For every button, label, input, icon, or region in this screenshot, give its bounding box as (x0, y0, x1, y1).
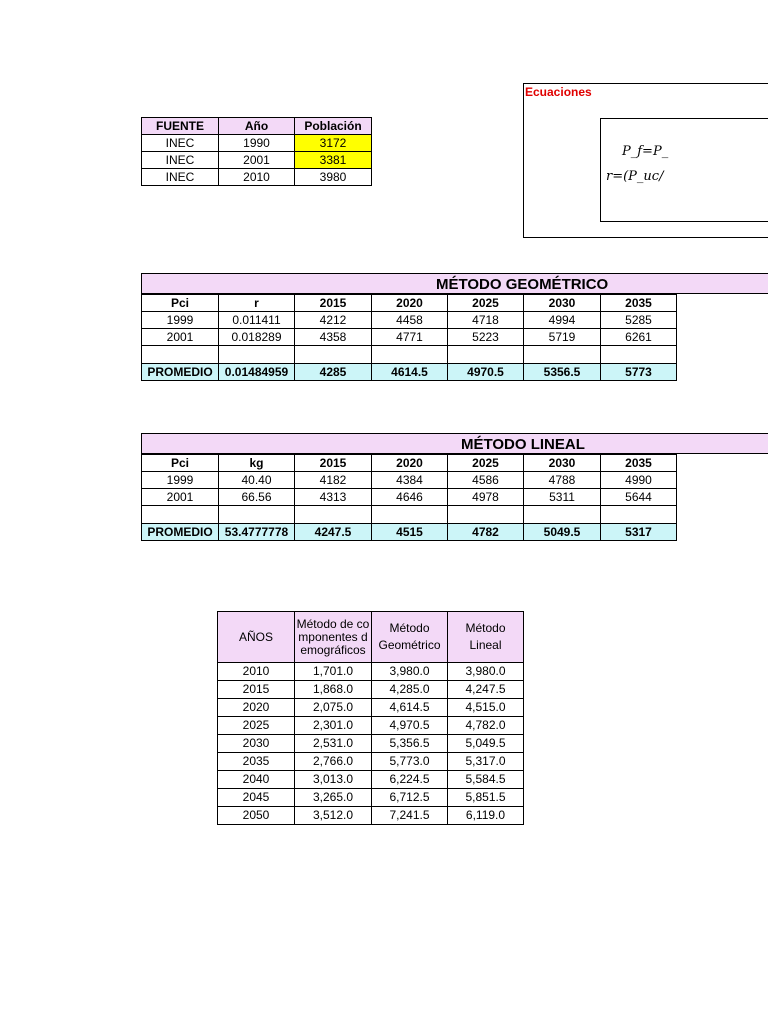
table-cell[interactable]: 2050 (218, 807, 295, 825)
table-cell[interactable]: 5719 (524, 329, 601, 346)
table-cell[interactable] (372, 346, 448, 364)
header-cell: Pci (142, 295, 219, 312)
table-row (218, 717, 524, 735)
table-cell[interactable] (142, 346, 219, 364)
table-cell[interactable]: 2001 (142, 329, 219, 346)
header-cell: 2015 (295, 455, 372, 472)
table-cell[interactable] (142, 506, 219, 524)
lineal-title-bar (141, 433, 768, 454)
table-cell[interactable]: 4771 (372, 329, 448, 346)
table-cell[interactable]: INEC (142, 152, 219, 169)
table-cell[interactable]: 5049.5 (524, 524, 601, 541)
table-cell[interactable]: 2025 (218, 717, 295, 735)
table-cell[interactable]: 3,980.0 (372, 663, 448, 681)
table-cell[interactable]: 2,301.0 (295, 717, 372, 735)
table-cell[interactable]: 4646 (372, 489, 448, 506)
table-cell[interactable]: INEC (142, 169, 219, 186)
table-cell[interactable]: 2020 (218, 699, 295, 717)
table-cell[interactable] (295, 506, 372, 524)
table-cell[interactable]: 5,356.5 (372, 735, 448, 753)
header-cell: Población (295, 118, 372, 135)
table-row (142, 329, 677, 346)
table-row (218, 807, 524, 825)
table-row (142, 312, 677, 329)
table-row (218, 735, 524, 753)
header-cell: 2030 (524, 455, 601, 472)
table-cell[interactable]: 2040 (218, 771, 295, 789)
table-cell[interactable]: 4515 (372, 524, 448, 541)
table-cell[interactable] (601, 346, 677, 364)
header-cell: r (219, 295, 295, 312)
table-cell[interactable]: 53.4777778 (219, 524, 295, 541)
table-cell[interactable]: 4358 (295, 329, 372, 346)
lineal-table (141, 454, 677, 541)
table-row (218, 771, 524, 789)
table-cell[interactable]: 3,265.0 (295, 789, 372, 807)
table-cell[interactable]: 4247.5 (295, 524, 372, 541)
table-row (218, 789, 524, 807)
equation-line-1: P_f=P_ (622, 144, 669, 159)
table-cell[interactable]: 0.01484959 (219, 364, 295, 381)
table-header-row (142, 455, 677, 472)
table-cell[interactable]: 4182 (295, 472, 372, 489)
table-row (218, 699, 524, 717)
table-cell[interactable]: 4,782.0 (448, 717, 524, 735)
table-cell[interactable]: 1,701.0 (295, 663, 372, 681)
empty-row (142, 506, 677, 524)
header-cell: 2025 (448, 455, 524, 472)
table-cell[interactable]: 2,766.0 (295, 753, 372, 771)
table-cell[interactable]: 2010 (218, 663, 295, 681)
table-cell[interactable] (524, 506, 601, 524)
table-cell[interactable]: 4,285.0 (372, 681, 448, 699)
geometrico-title-bar (141, 273, 768, 294)
promedio-row (142, 524, 677, 541)
table-cell[interactable]: 4782 (448, 524, 524, 541)
header-cell: 2030 (524, 295, 601, 312)
table-cell[interactable]: 4458 (372, 312, 448, 329)
header-cell: Año (219, 118, 295, 135)
table-cell[interactable] (448, 506, 524, 524)
table-row (218, 663, 524, 681)
table-cell[interactable]: 5,773.0 (372, 753, 448, 771)
table-cell[interactable]: 5317 (601, 524, 677, 541)
fuente-table (141, 117, 372, 186)
header-cell: Pci (142, 455, 219, 472)
table-cell[interactable]: 6261 (601, 329, 677, 346)
table-cell[interactable]: 0.011411 (219, 312, 295, 329)
table-cell[interactable]: 4788 (524, 472, 601, 489)
table-cell[interactable]: 4978 (448, 489, 524, 506)
table-cell[interactable]: 2045 (218, 789, 295, 807)
table-cell[interactable]: PROMEDIO (142, 524, 219, 541)
header-cell: AÑOS (218, 612, 295, 663)
table-cell[interactable]: 6,119.0 (448, 807, 524, 825)
table-row (142, 152, 372, 169)
table-row (142, 169, 372, 186)
table-cell[interactable]: 4,515.0 (448, 699, 524, 717)
table-cell[interactable]: 4586 (448, 472, 524, 489)
header-cell: 2020 (372, 455, 448, 472)
table-cell[interactable]: 4,247.5 (448, 681, 524, 699)
table-cell[interactable]: 5,049.5 (448, 735, 524, 753)
table-cell[interactable]: PROMEDIO (142, 364, 219, 381)
table-cell[interactable]: 3980 (295, 169, 372, 186)
table-row (142, 489, 677, 506)
table-cell[interactable]: 5223 (448, 329, 524, 346)
table-cell[interactable]: 4614.5 (372, 364, 448, 381)
table-cell[interactable]: 0.018289 (219, 329, 295, 346)
table-cell[interactable]: 4212 (295, 312, 372, 329)
table-cell[interactable] (219, 506, 295, 524)
table-cell[interactable]: 5,584.5 (448, 771, 524, 789)
table-cell[interactable]: 5,317.0 (448, 753, 524, 771)
table-cell[interactable]: 3,980.0 (448, 663, 524, 681)
table-cell[interactable]: 4970.5 (448, 364, 524, 381)
equation-line-2: r=(P_uc/ (606, 169, 664, 184)
header-cell: kg (219, 455, 295, 472)
equation-object[interactable] (600, 118, 768, 222)
table-cell[interactable]: 4384 (372, 472, 448, 489)
table-cell[interactable]: 4718 (448, 312, 524, 329)
table-row (218, 753, 524, 771)
table-cell[interactable]: INEC (142, 135, 219, 152)
table-cell[interactable]: 6,712.5 (372, 789, 448, 807)
header-cell: FUENTE (142, 118, 219, 135)
header-cell: 2015 (295, 295, 372, 312)
table-row (142, 135, 372, 152)
table-cell[interactable]: 5644 (601, 489, 677, 506)
table-cell[interactable]: 1999 (142, 472, 219, 489)
table-cell[interactable]: 5,851.5 (448, 789, 524, 807)
table-cell[interactable] (295, 346, 372, 364)
table-cell[interactable]: 4990 (601, 472, 677, 489)
geometrico-table (141, 294, 677, 381)
summary-table (217, 611, 524, 825)
equations-box (523, 83, 768, 238)
table-cell[interactable]: 4,614.5 (372, 699, 448, 717)
table-header-row (142, 295, 677, 312)
table-cell[interactable] (372, 506, 448, 524)
geometrico-title: MÉTODO GEOMÉTRICO (436, 276, 609, 293)
table-cell[interactable]: 1990 (219, 135, 295, 152)
empty-row (142, 346, 677, 364)
table-cell[interactable]: 2,075.0 (295, 699, 372, 717)
lineal-title: MÉTODO LINEAL (461, 436, 585, 453)
table-cell[interactable]: 6,224.5 (372, 771, 448, 789)
table-cell[interactable]: 2,531.0 (295, 735, 372, 753)
table-cell[interactable]: 7,241.5 (372, 807, 448, 825)
header-cell: Método de componentes demográficos (295, 612, 372, 663)
table-cell[interactable] (524, 346, 601, 364)
table-cell[interactable]: 1999 (142, 312, 219, 329)
table-cell[interactable]: 2010 (219, 169, 295, 186)
table-cell[interactable]: 4313 (295, 489, 372, 506)
equations-title: Ecuaciones (525, 85, 592, 99)
table-cell[interactable]: 3,013.0 (295, 771, 372, 789)
table-cell[interactable]: 4,970.5 (372, 717, 448, 735)
header-cell: 2020 (372, 295, 448, 312)
table-cell[interactable]: 5356.5 (524, 364, 601, 381)
table-cell[interactable]: 4994 (524, 312, 601, 329)
table-header-row (142, 118, 372, 135)
table-cell[interactable]: 66.56 (219, 489, 295, 506)
header-cell: 2025 (448, 295, 524, 312)
table-cell[interactable] (448, 346, 524, 364)
table-cell[interactable] (219, 346, 295, 364)
table-cell[interactable]: 2030 (218, 735, 295, 753)
header-cell: 2035 (601, 295, 677, 312)
table-cell[interactable]: 2001 (142, 489, 219, 506)
table-row (218, 681, 524, 699)
table-row (142, 472, 677, 489)
table-cell[interactable]: 3,512.0 (295, 807, 372, 825)
table-cell[interactable] (601, 506, 677, 524)
header-cell: Método Lineal (448, 612, 524, 663)
table-header-row (218, 612, 524, 663)
table-cell[interactable]: 1,868.0 (295, 681, 372, 699)
header-cell: 2035 (601, 455, 677, 472)
table-cell[interactable]: 4285 (295, 364, 372, 381)
promedio-row (142, 364, 677, 381)
table-cell[interactable]: 40.40 (219, 472, 295, 489)
header-cell: Método Geométrico (372, 612, 448, 663)
table-cell[interactable]: 5285 (601, 312, 677, 329)
table-cell[interactable]: 3172 (295, 135, 372, 152)
table-cell[interactable]: 2015 (218, 681, 295, 699)
table-cell[interactable]: 5311 (524, 489, 601, 506)
table-cell[interactable]: 3381 (295, 152, 372, 169)
table-cell[interactable]: 5773 (601, 364, 677, 381)
table-cell[interactable]: 2001 (219, 152, 295, 169)
table-cell[interactable]: 2035 (218, 753, 295, 771)
